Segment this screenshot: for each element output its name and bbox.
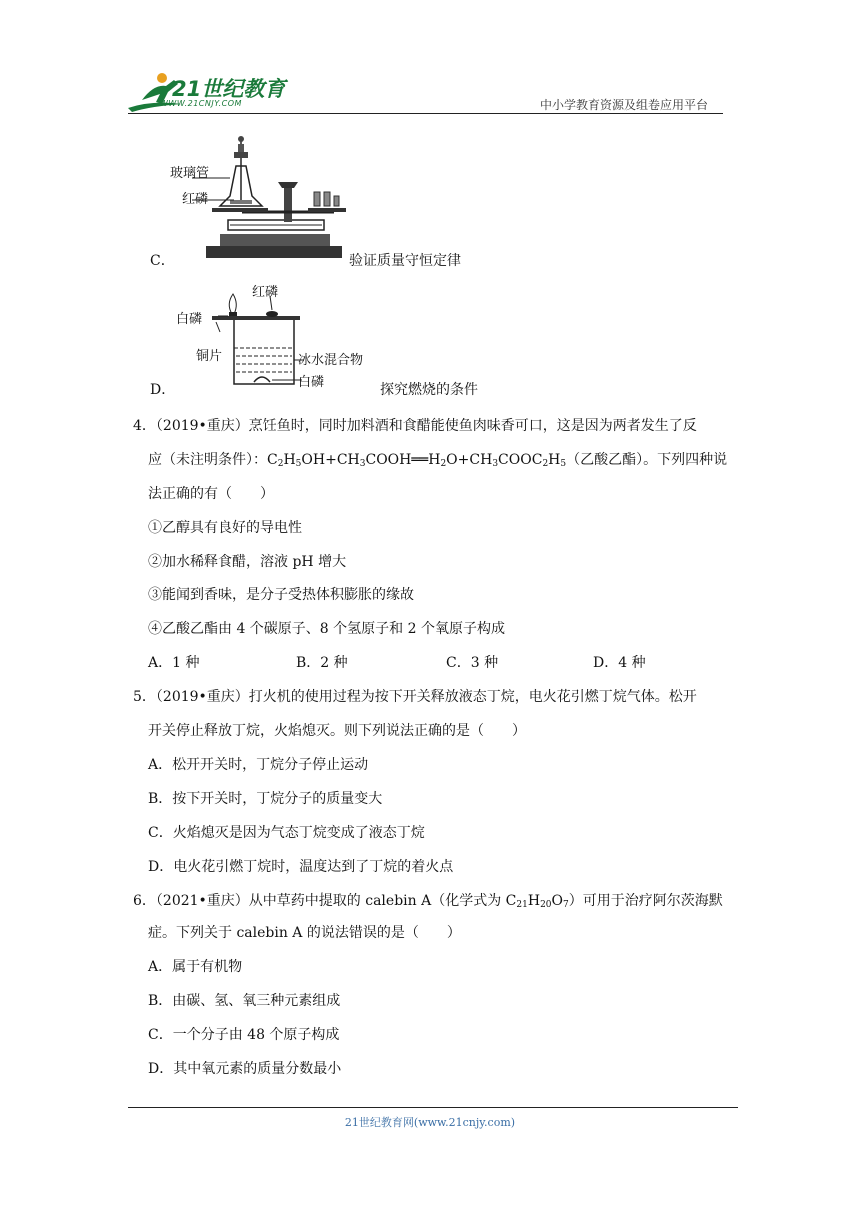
- question-text: 4．（2019•重庆）烹饪鱼时，同时加料酒和食醋能使鱼肉味香可口，这是因为两者发生了反: [133, 418, 697, 434]
- combustion-apparatus-figure: [176, 278, 380, 392]
- answer-option-d[interactable]: D．电火花引燃丁烷时，温度达到了丁烷的着火点: [148, 859, 454, 875]
- option-caption: 探究燃烧的条件: [380, 382, 478, 398]
- answer-option-b[interactable]: B．由碳、氢、氧三种元素组成: [148, 993, 341, 1009]
- answer-option-c[interactable]: C．3 种: [446, 655, 499, 671]
- question-text: 法正确的有（ ）: [148, 486, 274, 502]
- label-glass-tube: 玻璃管: [170, 166, 210, 181]
- statement-item: ④乙酸乙酯由 4 个碳原子、8 个氢原子和 2 个氧原子构成: [148, 621, 505, 637]
- balance-apparatus-figure: [168, 134, 348, 268]
- question-text: 6．（2021•重庆）从中草药中提取的 calebin A（化学式为 $C_{21}H_{20}O_7$）可用于治疗阿尔茨海默: [133, 893, 723, 910]
- answer-option-d[interactable]: D．其中氧元素的质量分数最小: [148, 1061, 342, 1077]
- option-letter: C．: [150, 253, 175, 269]
- footer-divider: [128, 1107, 738, 1108]
- option-letter: D．: [150, 382, 176, 398]
- option-caption: 验证质量守恒定律: [349, 253, 461, 269]
- statement-item: ②加水稀释食醋，溶液 pH 增大: [148, 554, 347, 570]
- answer-option-d[interactable]: D．4 种: [593, 655, 646, 671]
- answer-option-b[interactable]: B．2 种: [296, 655, 348, 671]
- answer-option-c[interactable]: C．火焰熄灭是因为气态丁烷变成了液态丁烷: [148, 825, 425, 841]
- label-red-phosphorus: 红磷: [182, 192, 209, 207]
- label-red-phosphorus: 红磷: [252, 285, 279, 300]
- answer-option-c[interactable]: C．一个分子由 48 个原子构成: [148, 1027, 340, 1043]
- header-divider: [128, 113, 723, 114]
- answer-option-b[interactable]: B．按下开关时，丁烷分子的质量变大: [148, 791, 383, 807]
- chemical-equation: $C_2H_5OH+CH_3COOH══H_2O+CH_3COOC_2H_5$: [267, 452, 567, 469]
- label-white-phosphorus-bottom: 白磷: [298, 375, 325, 390]
- question-text: 应（未注明条件）：$C_2H_5OH+CH_3COOH══H_2O+CH_3COOC_2H_5$（乙酸乙酯）。下列四种说: [148, 452, 728, 469]
- statement-item: ①乙醇具有良好的导电性: [148, 520, 302, 536]
- logo-url: WWW.21CNJY.COM: [160, 99, 242, 108]
- label-white-phosphorus-top: 白磷: [176, 312, 203, 327]
- question-text: 5．（2019•重庆）打火机的使用过程为按下开关释放液态丁烷，电火花引燃丁烷气体。松开: [133, 689, 697, 705]
- platform-title: 中小学教育资源及组卷应用平台: [540, 98, 709, 112]
- answer-option-a[interactable]: A．属于有机物: [148, 959, 243, 975]
- label-copper-plate: 铜片: [196, 349, 223, 364]
- footer-site-link[interactable]: 21世纪教育网(www.21cnjy.com): [344, 1116, 516, 1129]
- chemical-formula: $C_{21}H_{20}O_7$: [505, 893, 569, 910]
- answer-option-a[interactable]: A．松开开关时，丁烷分子停止运动: [148, 757, 369, 773]
- question-text: 开关停止释放丁烷，火焰熄灭。则下列说法正确的是（ ）: [148, 723, 526, 739]
- statement-item: ③能闻到香味，是分子受热体积膨胀的缘故: [148, 587, 414, 603]
- answer-option-a[interactable]: A．1 种: [148, 655, 200, 671]
- question-text: 症。下列关于 calebin A 的说法错误的是（ ）: [148, 925, 461, 941]
- logo-text: 21世纪教育: [172, 77, 286, 101]
- label-ice-water: 冰水混合物: [298, 353, 364, 368]
